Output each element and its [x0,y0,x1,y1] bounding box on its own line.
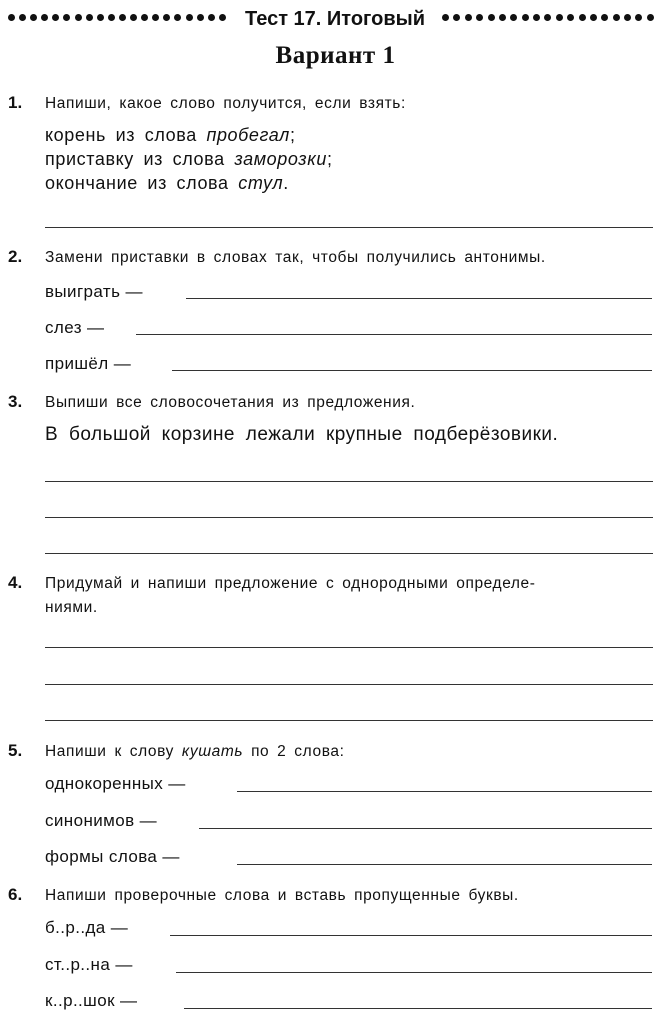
task-1-line-2: приставку из слова заморозки; [45,149,333,169]
task-2-item-1: выиграть — [45,282,143,301]
task-2-item-2: слез — [45,318,105,337]
task-6-number: 6. [8,885,23,904]
answer-line[interactable] [45,227,653,228]
answer-line[interactable] [186,298,652,299]
task-2-number: 2. [8,247,23,266]
task-5-prompt: Напиши к слову кушать по 2 слова: [45,743,345,760]
task-1-prompt: Напиши, какое слово получится, если взять: [45,95,406,112]
task-6-item-2: ст..р..на — [45,955,133,974]
answer-line[interactable] [45,647,653,648]
answer-line[interactable] [237,791,652,792]
task-4-prompt-line-1: Придумай и напиши предложение с однородными определе- [45,575,536,592]
answer-line[interactable] [176,972,652,973]
task-1-line-3: окончание из слова стул. [45,173,289,193]
answer-line[interactable] [136,334,652,335]
decorative-dots-left [8,14,226,26]
variant-title: Вариант 1 [275,42,396,69]
task-2-prompt: Замени приставки в словах так, чтобы получились антонимы. [45,249,546,266]
task-6-prompt: Напиши проверочные слова и вставь пропущенные буквы. [45,887,519,904]
answer-line[interactable] [45,481,653,482]
answer-line[interactable] [45,684,653,685]
answer-line[interactable] [172,370,652,371]
task-5-number: 5. [8,741,23,760]
task-2-item-3: пришёл — [45,354,132,373]
answer-line[interactable] [45,720,653,721]
task-1-number: 1. [8,93,23,112]
task-3-number: 3. [8,392,23,411]
decorative-dots-right [442,14,654,26]
answer-line[interactable] [184,1008,652,1009]
answer-line[interactable] [237,864,652,865]
task-1-line-1: корень из слова пробегал; [45,125,296,145]
answer-line[interactable] [45,553,653,554]
task-4-number: 4. [8,573,23,592]
task-5-item-3: формы слова — [45,847,180,866]
test-title: Тест 17. Итоговый [245,8,425,30]
answer-line[interactable] [170,935,652,936]
task-6-item-1: б..р..да — [45,918,129,937]
task-5-item-1: однокоренных — [45,774,186,793]
answer-line[interactable] [45,517,653,518]
page-header [0,6,671,34]
task-5-item-2: синонимов — [45,811,158,830]
task-6-item-3: к..р..шок — [45,991,138,1010]
task-3-sentence: В большой корзине лежали крупные подберёзовики. [45,424,559,445]
task-4-prompt-line-2: ниями. [45,599,98,616]
answer-line[interactable] [199,828,652,829]
task-3-prompt: Выпиши все словосочетания из предложения. [45,394,416,411]
